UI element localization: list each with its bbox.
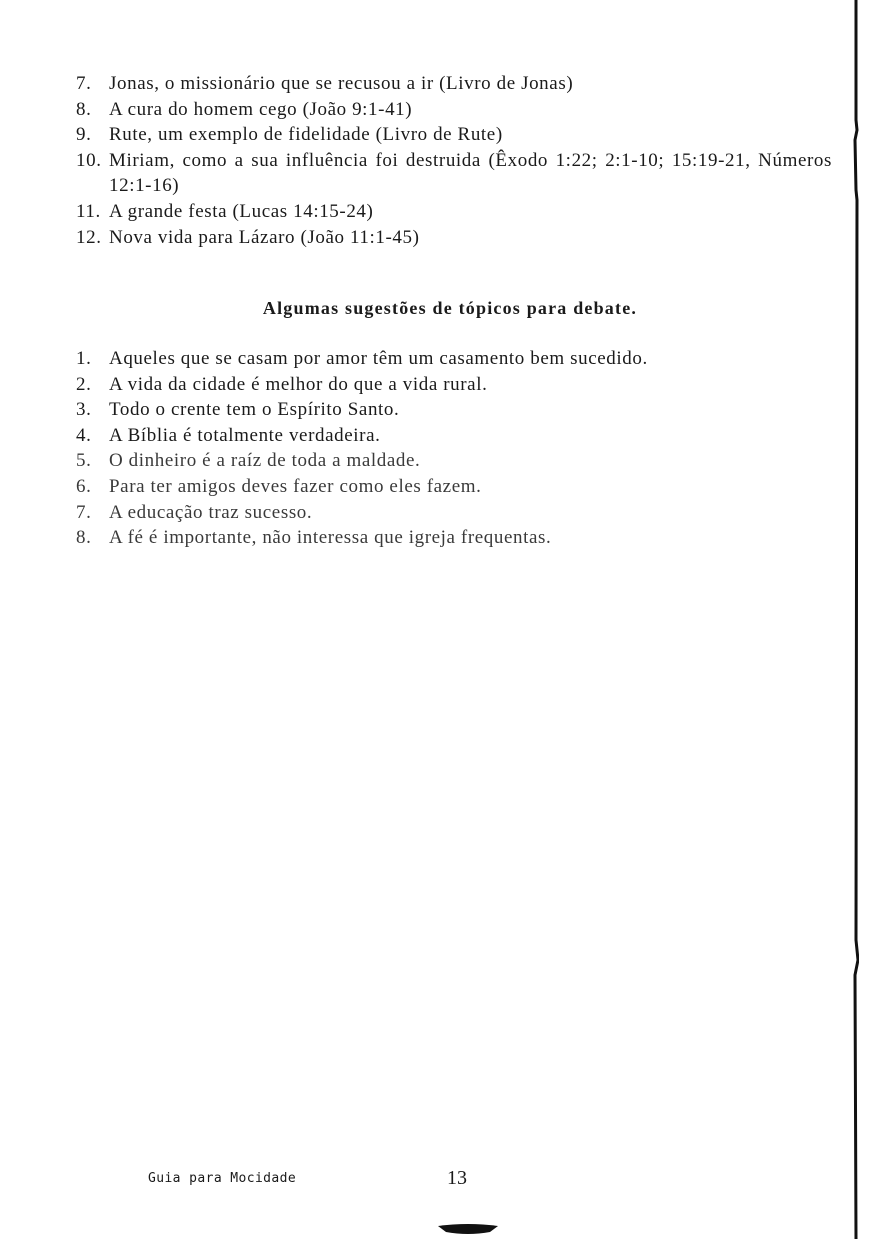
item-text: O dinheiro é a raíz de toda a maldade. [109, 450, 421, 472]
item-number: 7. [76, 501, 92, 523]
item-number: 3. [76, 399, 92, 421]
debate-topics-list [76, 346, 836, 551]
list-item [76, 346, 836, 372]
item-number: 8. [76, 527, 92, 549]
item-text: Para ter amigos deves fazer como eles fazem. [109, 475, 482, 497]
item-number: 5. [76, 450, 92, 472]
list-item [76, 474, 836, 500]
item-text: Jonas, o missionário que se recusou a ir (Livro de Jonas) [109, 73, 574, 94]
item-text: A educação traz sucesso. [109, 501, 313, 523]
list-item [76, 199, 836, 225]
list-item [76, 500, 836, 526]
scan-edge-mark [438, 1222, 498, 1236]
debate-section-heading: Algumas sugestões de tópicos para debate. [262, 298, 638, 318]
item-text: Miriam, como a sua influência foi destruida (Êxodo 1:22; 2:1-10; 15:19-21, Números 12:1-16) [109, 149, 832, 197]
list-item [76, 225, 836, 251]
page-number: 13 [447, 1167, 467, 1189]
item-number: 6. [76, 475, 92, 497]
item-text: A fé é importante, não interessa que igreja frequentas. [109, 527, 552, 549]
item-text: A Bíblia é totalmente verdadeira. [109, 424, 381, 446]
list-item [76, 525, 836, 551]
item-number: 11. [76, 200, 101, 222]
item-number: 12. [76, 226, 102, 248]
item-number: 1. [76, 348, 92, 369]
study-topics-list [76, 71, 836, 250]
item-number: 7. [76, 73, 92, 94]
item-text: Rute, um exemplo de fidelidade (Livro de Rute) [109, 124, 503, 146]
item-text: Nova vida para Lázaro (João 11:1-45) [109, 226, 420, 248]
list-item [76, 372, 836, 398]
item-number: 9. [76, 124, 92, 146]
page-edge-line [853, 0, 859, 1239]
item-text: Aqueles que se casam por amor têm um casamento bem sucedido. [109, 348, 648, 369]
item-number: 8. [76, 98, 92, 120]
list-item [76, 71, 836, 97]
item-text: A vida da cidade é melhor do que a vida rural. [109, 373, 488, 395]
item-number: 2. [76, 373, 92, 395]
item-text: A grande festa (Lucas 14:15-24) [109, 200, 374, 222]
list-item [76, 397, 836, 423]
item-text: Todo o crente tem o Espírito Santo. [109, 399, 400, 421]
list-item [76, 122, 836, 148]
item-number: 10. [76, 149, 102, 171]
list-item [76, 448, 836, 474]
list-item [76, 148, 836, 199]
item-text: A cura do homem cego (João 9:1-41) [109, 98, 413, 120]
footer-book-title: Guia para Mocidade [148, 1171, 297, 1186]
item-number: 4. [76, 424, 92, 446]
list-item [76, 97, 836, 123]
list-item [76, 423, 836, 449]
